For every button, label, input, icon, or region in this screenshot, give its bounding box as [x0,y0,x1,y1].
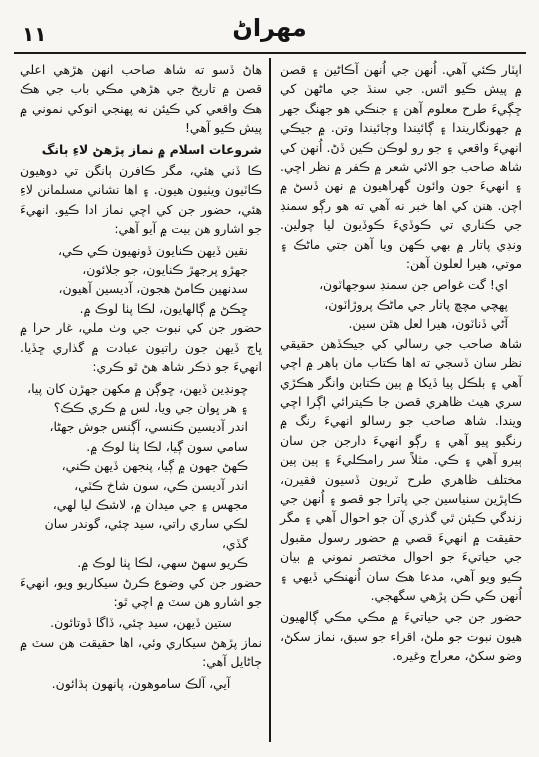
paragraph: شاھ صاحب جي رسالي کي جيڪڏهن حقيقي نظر سان ڏسجي ته اها ڪتاب مان ٻاهر ۾ اچي آهي ۽ بلڪل پيا ڏيکا ۾ ٻين ڪتابن وانگر هڪڙي سري هيٺ ظاهري قصن جا ڪيترائي اڳرا اچي ويندا. شاھ صاحب جو رسالو انهيءَ رنگ ۾ رنگيو پيو آهي ۽ رڳو انهيءَ دارجن جن سان ٻيرو آهي ۽ ڪي. مثلاً سر رامڪليءَ ۽ ٻين ٻين مختلف ظاهري طرح ٽريون ڏسيون فقيرن، ڪاپڙين سنياسين جي پاترا جو قصو ۽ اُنهن جي زندگي ڪيئن ٿي گذري آن جو احوال آهي ۽ مگر حقيقت ۾ انهيءَ قصي ۾ حضور رسول مقبول جي حياتيءَ جو احوال مختصر نموني ۾ بيان ڪيو ويو آهي، مدعا هڪ سان اُنهنڪي ڏيهي ۽ اُنهن ڪي ڪن پڙهي سگهجي. [280,335,522,603]
verse-line: پهچي مچڇ پاتار جي ماڻڪ پروڙاٽون، [324,296,508,312]
header-rule [14,52,526,54]
verse-line: جهڙو پرجهڙ ڪنايون، جو جلائون، [82,262,248,278]
verse-line: چونڊين ڏيهن، ڇوڳن ۾ مکهن جهڙن کان پيا، [27,380,248,396]
verse-line: ڇڪڻ ۾ ڳالهايون، لڪا پٺا لوڪ ۾. [79,300,248,316]
verse-line: نقين ڏيهن ڪنايون ڏونهيون ڪي ڪي، [58,242,248,258]
right-column [280,60,522,668]
verse-line: اي! گت غواص جن سمنڊ سوجهاٽون، [319,277,508,293]
paragraph: ڪا ڏني هئي، مگر ڪافرن ٻانگن تي دوهيون ڪاٽيون ويٺيون هيون. ۽ اها نشاني مسلمانن لاءِ هئي، حضور جن کي اچي نماز ادا ڪيو. انهيءَ جو اشارو هن بيت ۾ آيو آهي: [20,163,262,237]
paragraph: اپٽار ڪئي آهي. اُنهن جي اُنهن آڪاڻين ۽ قصن ۾ پيش ڪيو اٿس. جي سنڌ جي ماڻهن کي ڇڳيءَ طرح معلوم آهن ۽ جنڪي هو جهنگ جهر ۾ جهونگاريندا ۽ ڳائيندا وڄائيندا وتن. ۾ جيڪي انهيءَ واقعي ۽ جو رو لوڪن ڪين ڏڻ. اُنهن کي شاھ صاحب جو الائي شعر ۾ ڪفر ۾ نظر اچي. ۽ انهيءَ جون وائون گهراهيون ۾ نهن ڏسڻ ۾ اچن. هنن کي اها خبر نه آهي ته هو رڳو سمنڊ جي ڪناري تي ڪوڏيءَ ڪوڏيون ليا چولين. ونڊي پاتار ۾ بهي ڪهن ويا آهن جتي ماڻڪ ۽ موتي، هيرا لعلون آهن: [280,62,522,272]
verse-line: ۽ هر ڀوان جي ويا، لس ۾ ڪري ڪڪ؟ [53,399,248,415]
running-title: مهراڻ [232,14,307,42]
verse-line: ستين ڏيهن، سيد چئي، ڏاگا ڏوتائون. [50,615,232,631]
verse-line: سدنهين ڪامڻ هجون، آديسين آهيون، [58,281,248,297]
paragraph: هاڻ ڏسو ته شاھ صاحب انهن هڙهي اعلي قصن ۾ تاريخ جي هڙهي مڪي باب جي هڪ هڪ واقعي کي ڪيئن نه پهنجي انوکي نموني ۾ پيش ڪيو آهي! [20,62,262,136]
paragraph: حضور جن کي نبوت جي وٺ ملي، غار حرا ۾ ڀاڄ ڏيهن جون راتيون عبادت ۾ گذاري ڇڏيا. انهيءَ جو ذڪر شاھ هڻ ٿو ڪري: [20,320,262,375]
column-divider [269,58,271,742]
verse-line: ڪهڻ جهون ۾ ڳيا، پنجهن ڏيهن ڪني، [61,458,248,474]
section-heading: شروعات اسلام ۾ نماز پڙهڻ لاءِ ٻانگ [41,141,262,157]
verse-line: آڻي ڏناٽون، هيرا لعل هٿن سين. [348,316,508,332]
verse-line: آيي، آلڪ ساموهون، پانهون ٻڌائون. [51,675,231,691]
verse-line: اندر آديسن ڪي، سون شاخ ڪٽي، [74,477,248,493]
verse-line: مجهس ۽ جي ميدان ۾، لاشڪ ليا لهي، [52,496,248,512]
left-column [20,60,262,693]
verse-line: سامي سون ڳيا، لڪا پٺا لوڪ ۾. [86,438,248,454]
paragraph: حضور جن جي حياتيءَ ۾ مڪي مڪي ڳالهيون هيون نبوت جو ملڻ، اقراء جو سبق، نماز سکڻ، وضو سکڻ، معراج وغيره. [280,609,522,664]
paragraph: حضور جن کي وضوع ڪرڻ سيکاريو ويو، انهيءَ جو اشارو هن سٽ ۾ اچي ٿو: [20,574,262,609]
verse-line: لڪي ساري راتي، سيد چئي، گوندر سان گڏي، [44,516,248,551]
verse-line: ڪريو سهڻ سهي، لڪا پٺا لوڪ ۾. [77,555,248,571]
page-number: ١١ [22,22,47,46]
verse-line: اندر آديسين ڪنسي، آڳنس جوش جهڻا، [49,419,248,435]
paragraph: نماز پڙهڻ سيکاري وئي، اها حقيقت هن سٽ ۾ ڄاڻايل آهي: [20,634,262,670]
